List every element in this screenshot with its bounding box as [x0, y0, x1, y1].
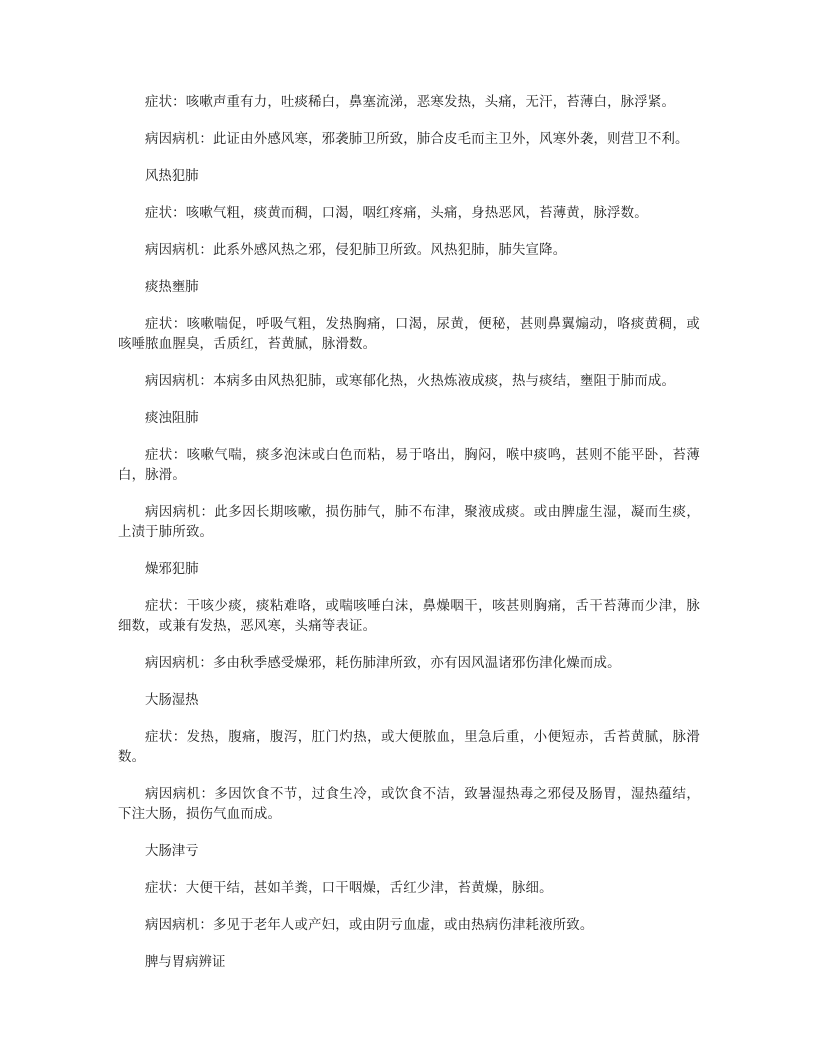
symptom-paragraph: 症状：咳嗽喘促，呼吸气粗，发热胸痛，口渴，尿黄，便秘，甚则鼻翼煽动，咯痰黄稠，或咳唾脓血腥臭，舌质红，苔黄腻，脉滑数。 — [118, 317, 700, 352]
etiology-paragraph: 病因病机：此系外感风热之邪，侵犯肺卫所致。风热犯肺，肺失宣降。 — [145, 243, 567, 258]
symptom-paragraph: 症状：咳嗽气喘，痰多泡沫或白色而粘，易于咯出，胸闷，喉中痰鸣，甚则不能平卧，苔薄白，脉滑。 — [118, 448, 700, 483]
symptom-paragraph: 症状：干咳少痰，痰粘难咯，或喘咳唾白沫，鼻燥咽干，咳甚则胸痛，舌干苔薄而少津，脉细数，或兼有发热，恶风寒，头痛等表证。 — [118, 599, 700, 634]
etiology-paragraph: 病因病机：多由秋季感受燥邪，耗伤肺津所致，亦有因风温诸邪伤津化燥而成。 — [145, 656, 621, 671]
etiology-paragraph: 病因病机：本病多由风热犯肺，或寒郁化热，火热炼液成痰，热与痰结，壅阻于肺而成。 — [145, 374, 676, 389]
symptom-paragraph: 症状：发热，腹痛，腹泻，肛门灼热，或大便脓血，里急后重，小便短赤，舌苔黄腻，脉滑数。 — [118, 730, 700, 765]
document-page — [118, 93, 700, 990]
section-heading: 燥邪犯肺 — [145, 562, 199, 577]
section-heading: 痰浊阻肺 — [145, 411, 199, 426]
section-heading: 大肠湿热 — [145, 693, 199, 708]
etiology-paragraph: 病因病机：多因饮食不节，过食生冷，或饮食不洁，致暑湿热毒之邪侵及肠胃，湿热蕴结，下注大肠，损伤气血而成。 — [118, 787, 700, 822]
etiology-paragraph: 病因病机：此多因长期咳嗽，损伤肺气，肺不布津，聚液成痰。或由脾虚生湿，凝而生痰，上渍于肺所致。 — [118, 505, 700, 540]
section-heading: 风热犯肺 — [145, 169, 199, 184]
symptom-paragraph: 症状：咳嗽声重有力，吐痰稀白，鼻塞流涕，恶寒发热，头痛，无汗，苔薄白，脉浮紧。 — [145, 95, 676, 110]
symptom-paragraph: 症状：咳嗽气粗，痰黄而稠，口渴，咽红疼痛，头痛，身热恶风，苔薄黄，脉浮数。 — [145, 206, 648, 221]
etiology-paragraph: 病因病机：多见于老年人或产妇，或由阴亏血虚，或由热病伤津耗液所致。 — [145, 918, 594, 933]
section-heading: 痰热壅肺 — [145, 280, 199, 295]
section-heading: 脾与胃病辨证 — [145, 955, 226, 970]
etiology-paragraph: 病因病机：此证由外感风寒，邪袭肺卫所致，肺合皮毛而主卫外，风寒外袭，则营卫不利。 — [145, 132, 689, 147]
symptom-paragraph: 症状：大便干结，甚如羊粪，口干咽燥，舌红少津，苔黄燥，脉细。 — [145, 881, 553, 896]
section-heading: 大肠津亏 — [145, 844, 199, 859]
